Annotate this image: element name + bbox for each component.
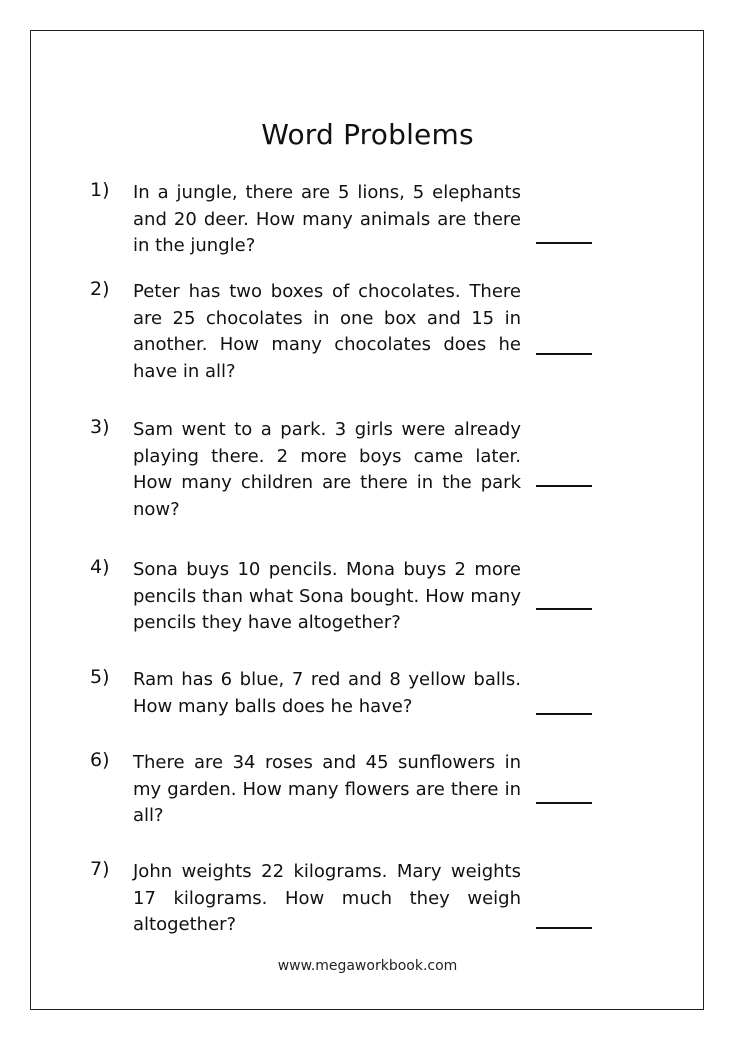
problem-text: There are 34 roses and 45 sunflowers in my garden. How many flowers are there in all? (133, 752, 521, 826)
problem-text: Sam went to a park. 3 girls were already playing there. 2 more boys came later. How many children are there in the park now? (133, 419, 521, 520)
problem-text: Sona buys 10 pencils. Mona buys 2 more pencils than what Sona bought. How many pencils they have altogether? (133, 559, 521, 633)
answer-blank-5[interactable] (536, 713, 592, 715)
answer-blank-2[interactable] (536, 353, 592, 355)
problem-number: 4) (90, 556, 110, 578)
answer-blank-7[interactable] (536, 927, 592, 929)
answer-blank-3[interactable] (536, 485, 592, 487)
problem-number: 7) (90, 858, 110, 880)
problem-number: 1) (90, 179, 110, 201)
answer-blank-4[interactable] (536, 608, 592, 610)
answer-blank-6[interactable] (536, 802, 592, 804)
answer-blank-1[interactable] (536, 242, 592, 244)
footer-url: www.megaworkbook.com (277, 958, 458, 974)
problem-number: 3) (90, 416, 110, 438)
problem-number: 2) (90, 278, 110, 300)
problem-number: 6) (90, 749, 110, 771)
problem-text: Peter has two boxes of chocolates. There are 25 chocolates in one box and 15 in another. How many chocolates does he have in all? (133, 281, 521, 382)
problem-text: Ram has 6 blue, 7 red and 8 yellow balls. How many balls does he have? (133, 669, 521, 717)
problem-number: 5) (90, 666, 110, 688)
problem-text: John weights 22 kilograms. Mary weights 17 kilograms. How much they weigh altogether? (133, 861, 521, 935)
problem-text: In a jungle, there are 5 lions, 5 elephants and 20 deer. How many animals are there in the jungle? (133, 182, 521, 256)
page-title: Word Problems (261, 118, 474, 151)
